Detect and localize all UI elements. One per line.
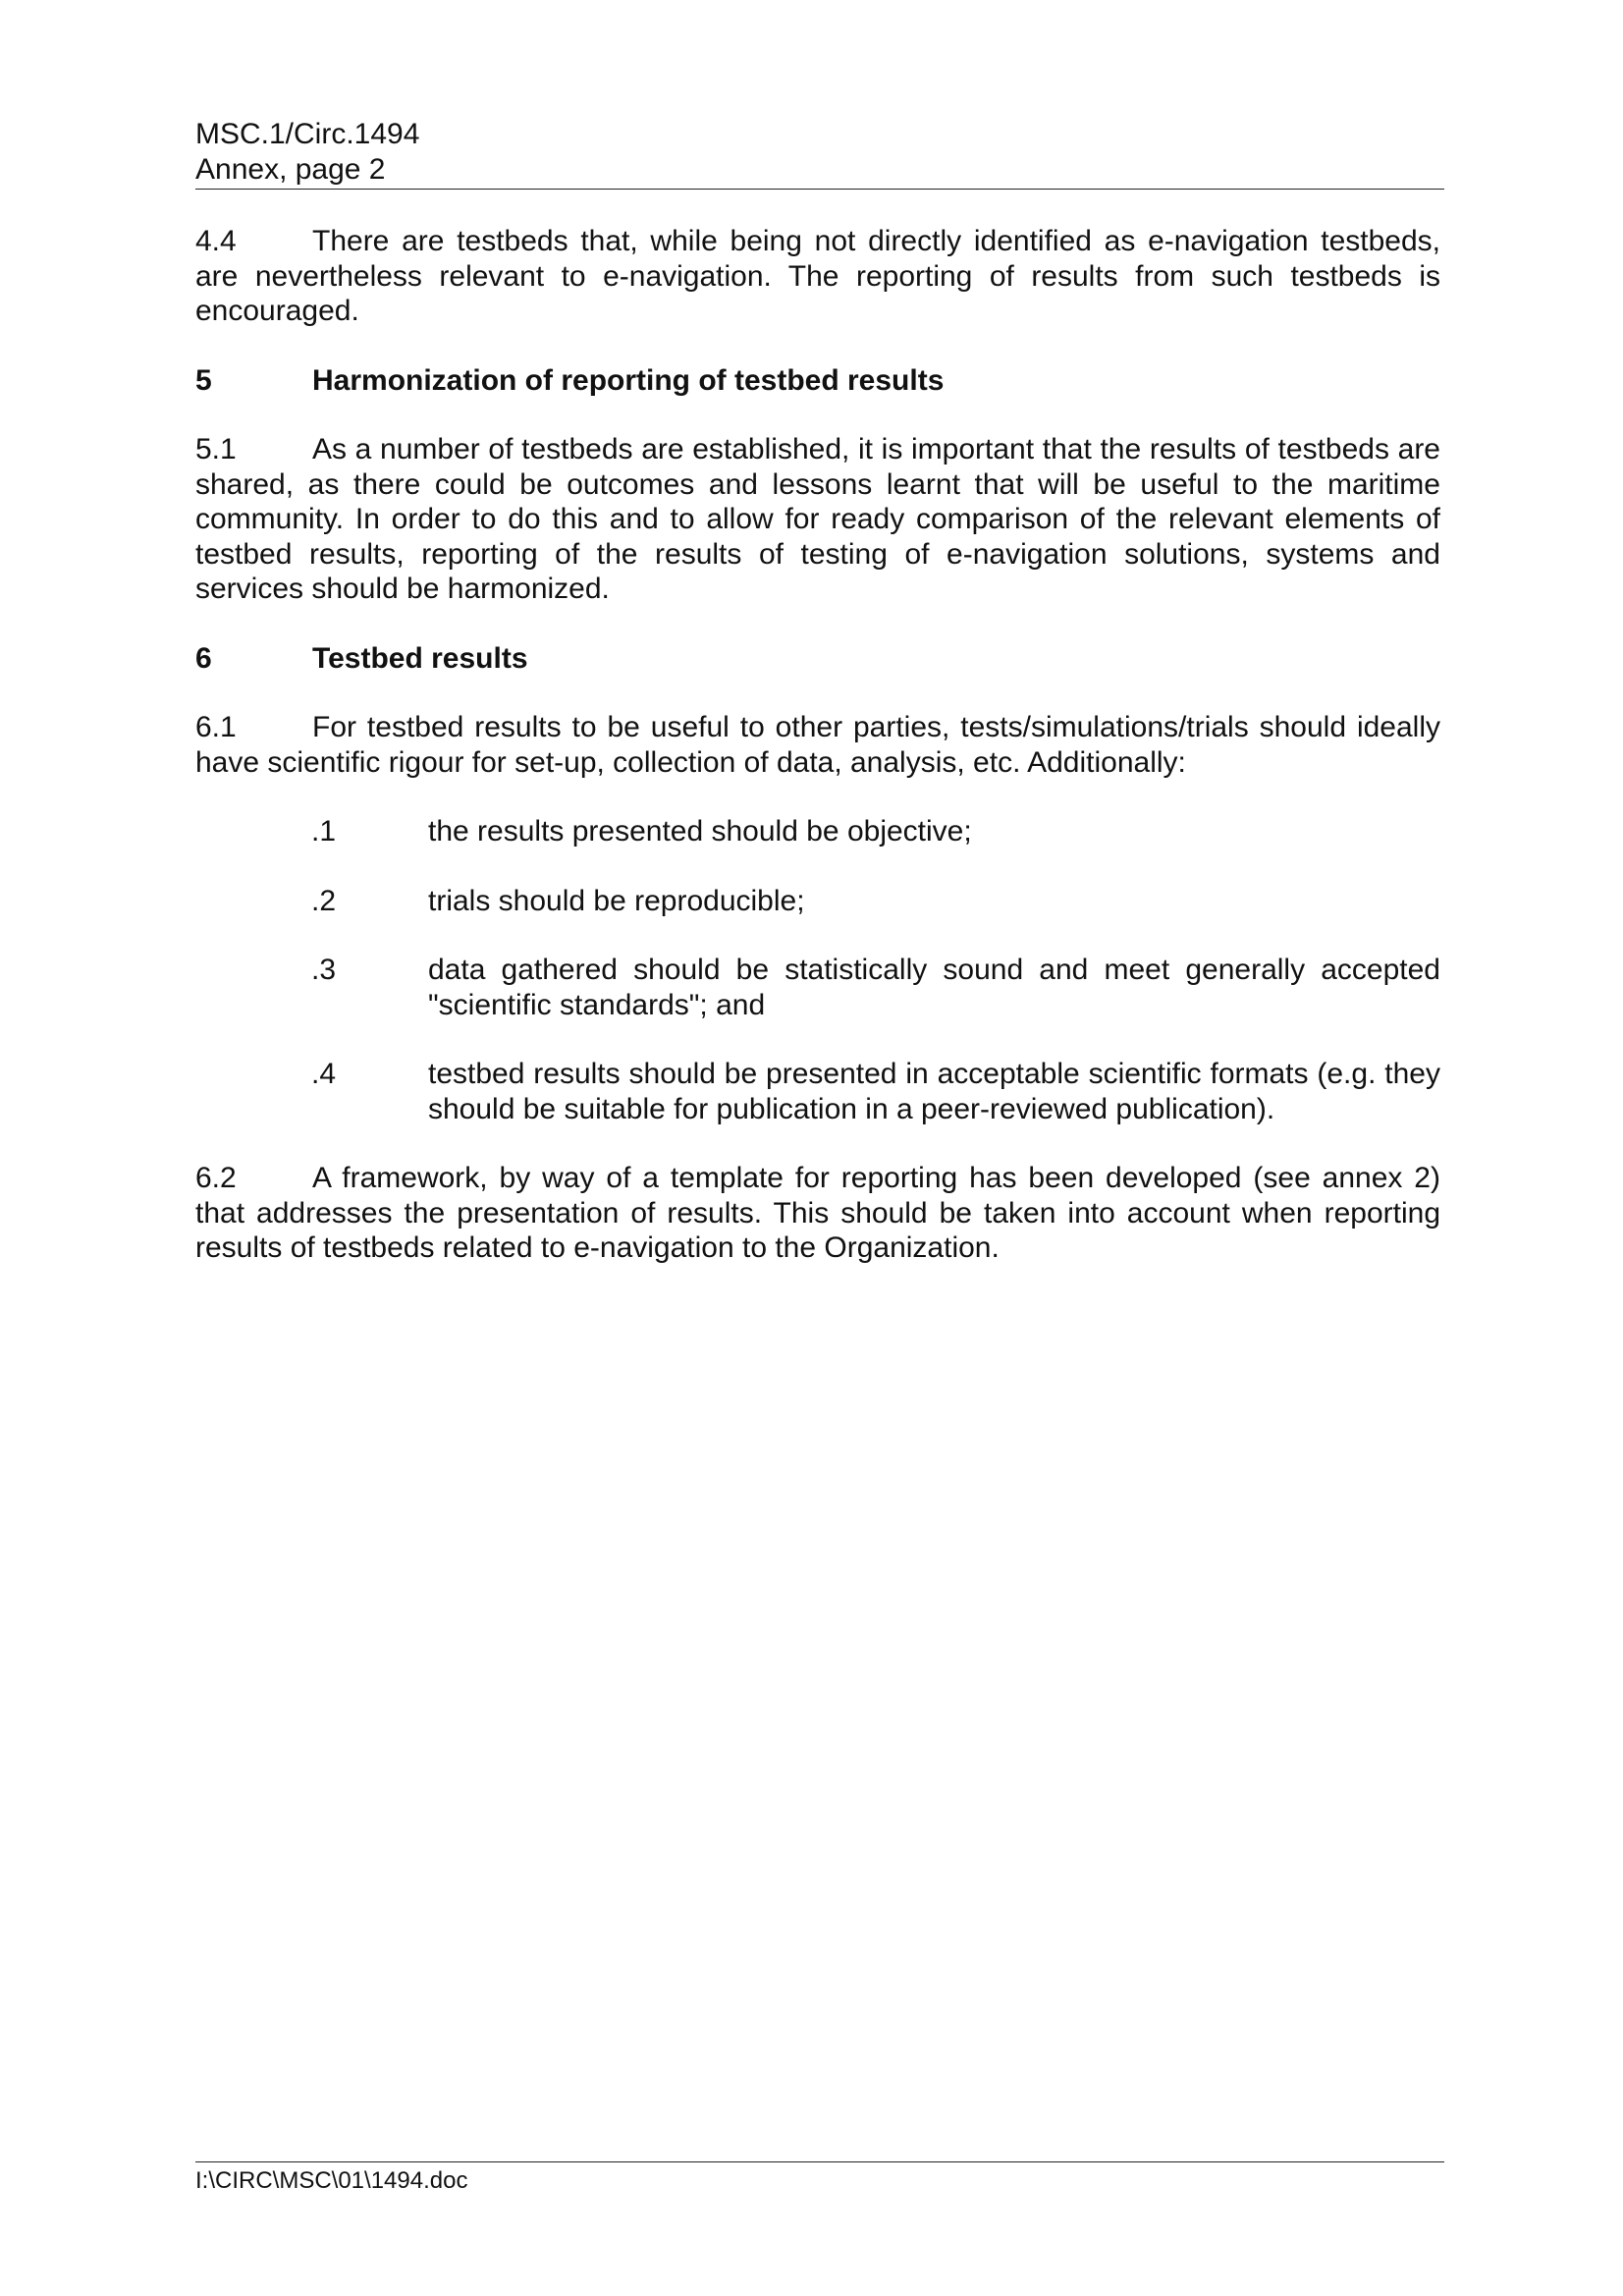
page-reference: Annex, page 2	[195, 153, 386, 186]
list-item-number: .3	[311, 954, 337, 986]
paragraph-number: 6.2	[195, 1162, 237, 1194]
document-body	[195, 224, 1440, 1300]
section-number: 6	[195, 641, 212, 675]
footer-divider	[195, 2161, 1444, 2162]
paragraph-5-1	[195, 432, 1440, 607]
list-item-text: the results presented should be objective;	[428, 815, 972, 847]
paragraph-4-4	[195, 224, 1440, 329]
section-number: 5	[195, 363, 212, 397]
list-item-text: data gathered should be statistically sound and meet generally accepted "scientific standards"; and	[428, 954, 1440, 1021]
section-title: Testbed results	[312, 641, 528, 675]
list-item-number: .4	[311, 1058, 337, 1090]
paragraph-text: A framework, by way of a template for reporting has been developed (see annex 2) that addresses the presentation of results. This should be taken into account when reporting results of testbeds related to e-navigation to the Organization.	[195, 1162, 1440, 1264]
paragraph-6-1	[195, 710, 1440, 780]
list-item	[195, 953, 1440, 1022]
list-item-text: trials should be reproducible;	[428, 884, 805, 917]
paragraph-text: As a number of testbeds are established, it is important that the results of testbeds are shared, as there could be outcomes and lessons learnt that will be useful to the maritime community. In order to do this and to allow for ready comparison of the relevant elements of testbed results, reporting of the results of testing of e-navigation solutions, systems and services should be harmonized.	[195, 433, 1440, 605]
list-item	[195, 1057, 1440, 1126]
list-item-number: .1	[311, 815, 337, 847]
document-reference: MSC.1/Circ.1494	[195, 118, 420, 150]
section-heading-5	[195, 363, 1440, 399]
list-item	[195, 814, 1440, 849]
footer-file-path: I:\CIRC\MSC\01\1494.doc	[195, 2167, 468, 2194]
paragraph-number: 4.4	[195, 225, 237, 257]
paragraph-text: For testbed results to be useful to other parties, tests/simulations/trials should ideally have scientific rigour for set-up, collection of data, analysis, etc. Additionally:	[195, 711, 1440, 779]
list-item-number: .2	[311, 884, 337, 917]
paragraph-text: There are testbeds that, while being not directly identified as e-navigation testbeds, are nevertheless relevant to e-navigation. The reporting of results from such testbeds is encouraged.	[195, 225, 1440, 327]
section-heading-6	[195, 641, 1440, 677]
list-item	[195, 884, 1440, 919]
section-title: Harmonization of reporting of testbed results	[312, 363, 945, 397]
list-item-text: testbed results should be presented in acceptable scientific formats (e.g. they should be suitable for publication in a peer-reviewed publication).	[428, 1058, 1440, 1125]
page-header	[195, 117, 1444, 188]
paragraph-6-2	[195, 1161, 1440, 1266]
header-divider	[195, 189, 1444, 190]
paragraph-number: 5.1	[195, 433, 237, 465]
paragraph-number: 6.1	[195, 711, 237, 743]
